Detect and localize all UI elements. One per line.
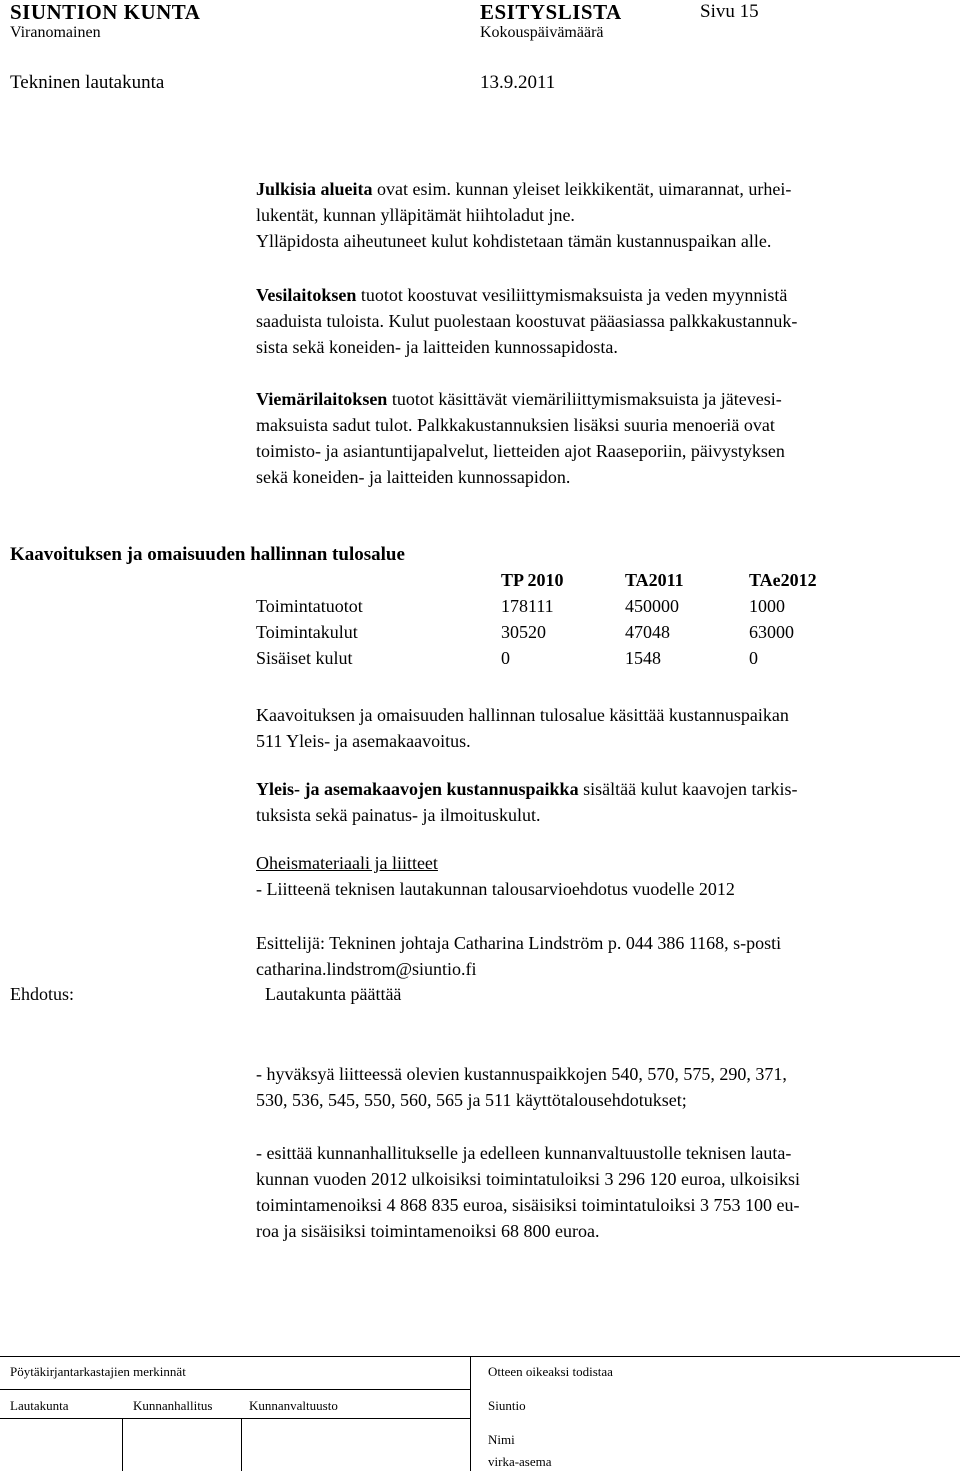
footer-low-rule bbox=[0, 1418, 470, 1419]
water-utility-line2: saaduista tuloista. Kulut puolestaan koostuvat pääasiassa palkkakustannuk- bbox=[256, 311, 798, 331]
table-cell: 63000 bbox=[749, 622, 794, 642]
presenter-line2: catharina.lindstrom@siuntio.fi bbox=[256, 959, 477, 979]
sewer-utility-lead: Viemärilaitoksen bbox=[256, 389, 388, 409]
table-cell: 0 bbox=[501, 648, 510, 668]
paragraph-water-utility bbox=[256, 282, 797, 360]
footer-place: Siuntio bbox=[488, 1398, 526, 1413]
table-cell: 30520 bbox=[501, 622, 546, 642]
zoning-scope-line2: 511 Yleis- ja asemakaavoitus. bbox=[256, 731, 471, 751]
footer-divider-1 bbox=[122, 1418, 123, 1471]
sewer-utility-line3: toimisto- ja asiantuntijapalvelut, lietteiden ajot Raaseporiin, päivystyksen bbox=[256, 441, 785, 461]
column-header-tae2012: TAe2012 bbox=[749, 570, 817, 590]
zoning-cost-center-line1: sisältää kulut kaavojen tarkis- bbox=[578, 779, 798, 799]
table-cell: 450000 bbox=[625, 596, 679, 616]
zoning-cost-center-line2: tuksista sekä painatus- ja ilmoituskulut. bbox=[256, 805, 541, 825]
attachments-section bbox=[256, 850, 735, 902]
table-cell: 1000 bbox=[749, 596, 785, 616]
proposal-item-1-line2: 530, 536, 545, 550, 560, 565 ja 511 käyttötalousehdotukset; bbox=[256, 1090, 687, 1110]
footer-council: Kunnanvaltuusto bbox=[249, 1398, 338, 1413]
meeting-date: 13.9.2011 bbox=[480, 72, 556, 93]
presenter-line1: Esittelijä: Tekninen johtaja Catharina Lindström p. 044 386 1168, s-posti bbox=[256, 933, 782, 953]
page-number: Sivu 15 bbox=[700, 1, 759, 22]
row-label: Toimintakulut bbox=[256, 622, 358, 642]
proposal-item-1-line1: - hyväksyä liitteessä olevien kustannuspaikkojen 540, 570, 575, 290, 371, bbox=[256, 1064, 787, 1084]
public-areas-lead: Julkisia alueita bbox=[256, 179, 373, 199]
water-utility-lead: Vesilaitoksen bbox=[256, 285, 357, 305]
paragraph-zoning-scope bbox=[256, 702, 789, 754]
footer-mid-rule bbox=[0, 1389, 470, 1390]
table-cell: 1548 bbox=[625, 648, 661, 668]
attachment-item: - Liitteenä teknisen lautakunnan talousarvioehdotus vuodelle 2012 bbox=[256, 879, 735, 899]
doc-sub: Kokouspäivämäärä bbox=[480, 24, 604, 41]
table-cell: 178111 bbox=[501, 596, 554, 616]
footer-divider-2 bbox=[241, 1418, 242, 1471]
doc-type: ESITYSLISTA bbox=[480, 0, 622, 24]
footer-municipal-board: Kunnanhallitus bbox=[133, 1398, 213, 1413]
column-header-tp2010: TP 2010 bbox=[501, 570, 564, 590]
row-label: Sisäiset kulut bbox=[256, 648, 353, 668]
proposal-decides: Lautakunta päättää bbox=[265, 984, 402, 1004]
footer-name: Nimi bbox=[488, 1432, 515, 1447]
zoning-cost-center-lead: Yleis- ja asemakaavojen kustannuspaikka bbox=[256, 779, 579, 799]
footer-certified: Otteen oikeaksi todistaa bbox=[488, 1364, 613, 1379]
water-utility-line1: tuotot koostuvat vesiliittymismaksuista ja veden myynnistä bbox=[356, 285, 788, 305]
table-cell: 47048 bbox=[625, 622, 670, 642]
zoning-scope-line1: Kaavoituksen ja omaisuuden hallinnan tulosalue käsittää kustannuspaikan bbox=[256, 705, 789, 725]
public-areas-line2: lukentät, kunnan ylläpitämät hiihtoladut jne. bbox=[256, 205, 575, 225]
paragraph-public-areas bbox=[256, 176, 791, 254]
public-areas-line1: ovat esim. kunnan yleiset leikkikentät, uimarannat, urhei- bbox=[372, 179, 792, 199]
proposal-item-2-line2: kunnan vuoden 2012 ulkoisiksi toimintatuloiksi 3 296 120 euroa, ulkoisiksi bbox=[256, 1169, 800, 1189]
proposal-label: Ehdotus: bbox=[10, 984, 75, 1004]
column-header-ta2011: TA2011 bbox=[625, 570, 684, 590]
sewer-utility-line1: tuotot käsittävät viemäriliittymismaksuista ja jätevesi- bbox=[387, 389, 782, 409]
footer-divider-center bbox=[470, 1356, 471, 1471]
water-utility-line3: sista sekä koneiden- ja laitteiden kunnossapidosta. bbox=[256, 337, 618, 357]
public-areas-line3: Ylläpidosta aiheutuneet kulut kohdistetaan tämän kustannuspaikan alle. bbox=[256, 231, 772, 251]
org-sub: Viranomainen bbox=[10, 24, 101, 41]
section-title: Kaavoituksen ja omaisuuden hallinnan tulosalue bbox=[10, 544, 405, 565]
attachments-title: Oheismateriaali ja liitteet bbox=[256, 853, 438, 873]
meeting-body: Tekninen lautakunta bbox=[10, 72, 165, 93]
proposal-item-2-line3: toimintamenoiksi 4 868 835 euroa, sisäisiksi toimintatuloiksi 3 753 100 eu- bbox=[256, 1195, 800, 1215]
footer-position: virka-asema bbox=[488, 1454, 552, 1469]
sewer-utility-line2: maksuista sadut tulot. Palkkakustannuksien lisäksi suuria menoeriä ovat bbox=[256, 415, 775, 435]
presenter-section bbox=[256, 930, 781, 982]
proposal-item-2-line1: - esittää kunnanhallitukselle ja edelleen kunnanvaltuustolle teknisen lauta- bbox=[256, 1143, 792, 1163]
sewer-utility-line4: sekä koneiden- ja laitteiden kunnossapidon. bbox=[256, 467, 571, 487]
paragraph-zoning-cost-center bbox=[256, 776, 798, 828]
table-cell: 0 bbox=[749, 648, 758, 668]
footer-minutes-checkers: Pöytäkirjantarkastajien merkinnät bbox=[10, 1364, 186, 1379]
org-name: SIUNTION KUNTA bbox=[10, 0, 201, 24]
row-label: Toimintatuotot bbox=[256, 596, 363, 616]
proposal-item-2 bbox=[256, 1140, 800, 1244]
paragraph-sewer-utility bbox=[256, 386, 785, 490]
proposal-item-2-line4: roa ja sisäisiksi toimintamenoiksi 68 800 euroa. bbox=[256, 1221, 600, 1241]
footer-board: Lautakunta bbox=[10, 1398, 69, 1413]
proposal-item-1 bbox=[256, 1061, 787, 1113]
footer-top-rule bbox=[0, 1356, 960, 1357]
